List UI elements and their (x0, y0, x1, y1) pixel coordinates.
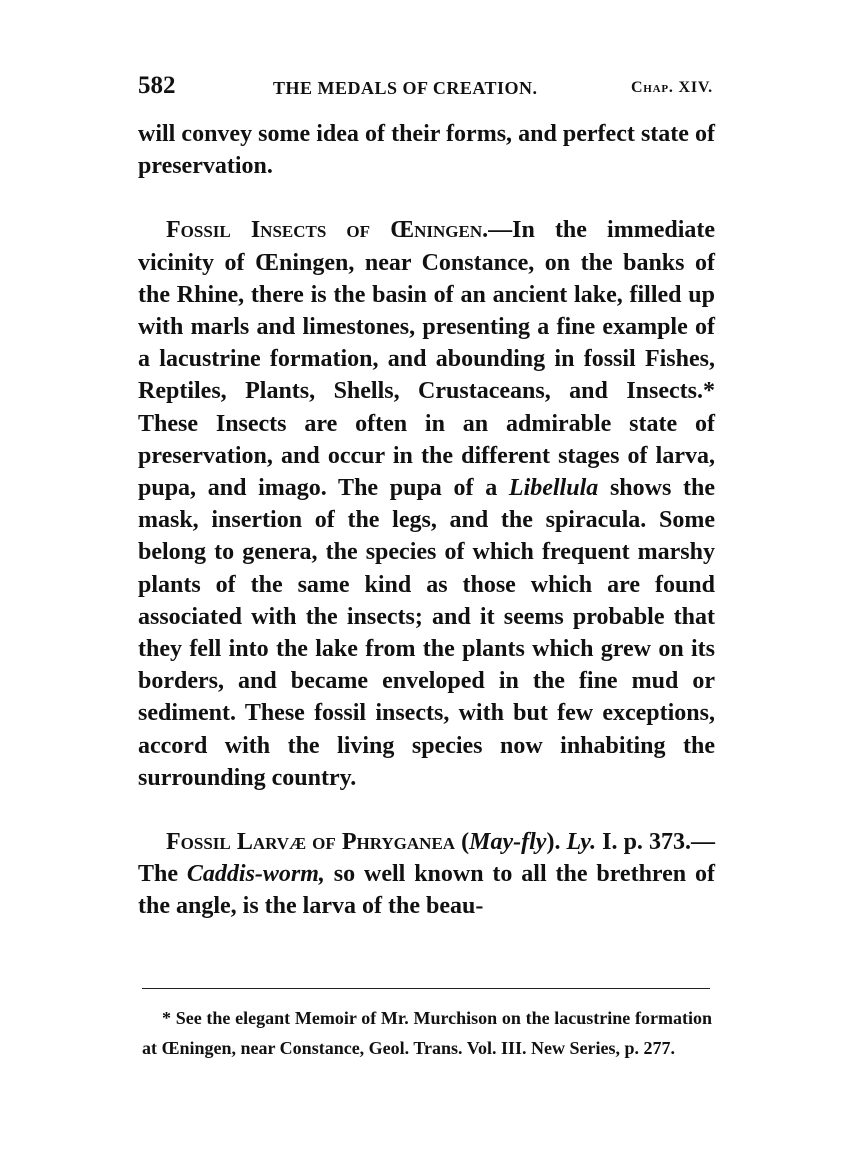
footnote-divider (142, 988, 710, 989)
italic-genus-name: Libellula (508, 475, 599, 502)
paragraph-oeningen-insects (138, 214, 715, 794)
body-text (138, 118, 715, 923)
section-heading-phryganea: Fossil Larvæ of Phryganea (166, 829, 456, 856)
paragraph-text: ). (546, 829, 567, 856)
chapter-label: Chap. XIV. (630, 79, 713, 96)
paragraph-text: so well known to all the brethren of the angle, is the larva of the beau- (138, 861, 716, 920)
paragraph-text: —In the immediate vicinity of Œningen, near Constance, on the banks of the Rhine, there is the basin of an ancient lake, filled up with marls and limestones, presenting a fine example of a lacustrine formation, and abounding in fossil Fishes, Reptiles, Plants, Shells, Crustaceans, and Insects.* These Insects are often in an admirable state of preservation, and occur in the different stages of larva, pupa, and imago. The pupa of a (138, 217, 716, 502)
footnote: * See the elegant Memoir of Mr. Murchison on the lacustrine formation at Œningen, near Constance, Geol. Trans. Vol. III. New Series, p. 277. (142, 1008, 712, 1058)
paragraph-phryganea-larvae (138, 826, 715, 923)
paragraph-text: —The (138, 829, 715, 888)
page-number: 582 (138, 72, 176, 99)
section-heading-oeningen: Fossil Insects of Œningen. (166, 217, 489, 244)
running-header (138, 72, 713, 108)
paragraph-continuation: will convey some idea of their forms, and perfect state of preservation. (138, 121, 715, 180)
paragraph-text: ( (455, 829, 470, 856)
italic-caddis-worm: Caddis-worm, (186, 861, 325, 888)
italic-reference: Ly. (566, 829, 597, 856)
running-title: THE MEDALS OF CREATION. (273, 78, 538, 98)
italic-common-name: May-fly (469, 829, 547, 856)
reference-text: I. p. 373. (596, 829, 691, 856)
paragraph-text: shows the mask, insertion of the legs, and the spiracula. Some belong to genera, the species of which frequent marshy plants of the same kind as those which are found associated with the insects; and it seems probable that they fell into the lake from the plants which grew on its borders, and became enveloped in the fine mud or sediment. These fossil insects, with but few exceptions, accord with the living species now inhabiting the surrounding country. (138, 475, 715, 791)
